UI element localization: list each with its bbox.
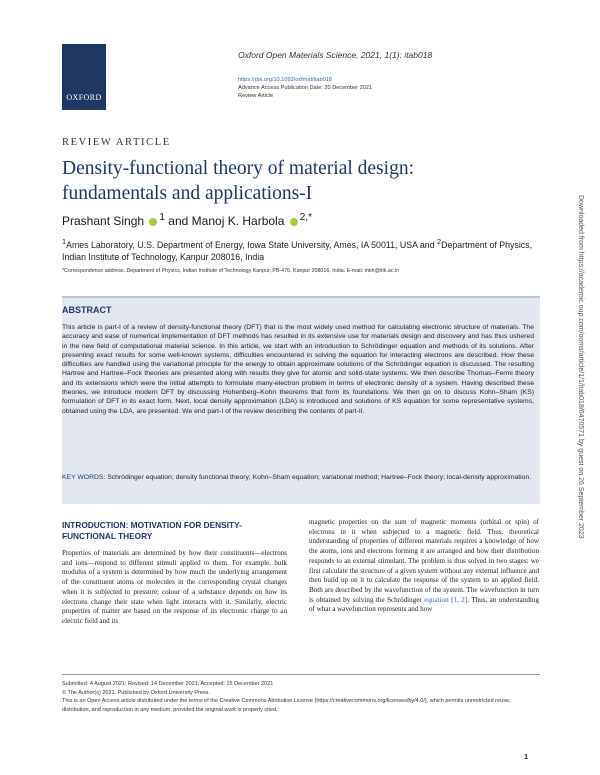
doi-link[interactable]: https://doi.org/10.1093/oxfmat/itab018 (238, 77, 332, 83)
citation-link[interactable]: equation [1, 2] (424, 595, 468, 604)
affiliations (62, 236, 542, 264)
submission-dates: Submitted: 4 August 2021; Revised: 14 December 2021; Accepted: 15 December 2021 (62, 681, 274, 687)
keywords (62, 473, 534, 482)
copyright: © The Author(s) 2021. Published by Oxford University Press. (62, 689, 210, 696)
section-label: REVIEW ARTICLE (62, 137, 171, 148)
orcid-icon[interactable] (290, 218, 298, 226)
advance-access: Advance Access Publication Date: 20 December 2021 (238, 85, 373, 91)
author-sup: 1 (159, 212, 165, 223)
body-right-column (309, 518, 539, 615)
logo-text: OXFORD (66, 93, 102, 102)
body-text: magnetic properties on the sum of magnetic moments (orbital or spin) of electrons in it when subjected to a magnetic field. Thus, theoretical understanding of properties of different materials requires a knowledge of how the atoms, ions and electrons forming it are arranged and how their distribution responds to an external stimulant. The problem is thus solved in two stages: we first calculate the structure of a given system without any external influence and then build up on it to calculate the response of the system to an applied field. Both are described by the wavefunction of the system. The wavefunction in turn is obtained by solving the Schrödinger (309, 518, 539, 604)
abstract-heading: ABSTRACT (62, 305, 112, 315)
journal-meta (238, 50, 538, 99)
author-list (62, 212, 312, 228)
page-number: 1 (524, 754, 528, 761)
section-heading: INTRODUCTION: MOTIVATION FOR DENSITY-FUNCTIONAL THEORY (62, 520, 242, 541)
oxford-logo (62, 44, 106, 110)
footer (62, 680, 540, 714)
affiliation-2: Department of Physics, Indian Institute of Technology, Kanpur 208016, India (62, 239, 533, 263)
keywords-label: KEY WORDS: (62, 474, 106, 481)
license-text: This is an Open Access article distributed under the terms of the Creative Commons Attribution License (https://creativecommons.org/licenses/by/4.0/), which permits unrestricted reuse, distribution, and reproduction in any medium, provided the original work is properly cited. (62, 698, 511, 713)
article-type: Review Article (238, 93, 274, 99)
journal-citation: Oxford Open Materials Science, 2021, 1(1): itab018 (238, 50, 433, 60)
orcid-icon[interactable] (149, 218, 157, 226)
keywords-text: Schrödinger equation; density functional theory; Kohn–Sham equation; variational method; Hartree–Fock theory; local-density approximation. (105, 474, 532, 481)
abstract-box (62, 296, 540, 504)
body-text: . Thus, an understanding of what a wavefunction represents and how (309, 595, 539, 614)
author-sup: 2,* (299, 212, 312, 223)
author-and: and (164, 214, 192, 228)
body-left-column: Properties of materials are determined by how their constituents—electrons and ions—respond to different stimuli applied to them. For example, bulk modulus of a system is determined by how much the underlying arrangement of the constituent atoms or molecules in the corresponding crystal changes when it is subjected to pressure; colour of a substance depends on how its electrons change their state when light interacts with it. Similarly, electric properties of matter are based on the response of its electronic charge to an electric field and its (62, 549, 287, 625)
author-name: Manoj K. Harbola (191, 214, 285, 228)
author-name: Prashant Singh (62, 214, 145, 228)
affil-sup: 1 (62, 237, 67, 246)
footer-divider (62, 674, 540, 675)
correspondence: *Correspondence address. Department of Physics, Indian Institute of Technology Kanpur, PB-476, Kanpur 208016, India. E-mail: mkh@iitk.ac.in (62, 268, 400, 274)
affil-sup: 2 (437, 237, 442, 246)
download-note: Downloaded from https://academic.oup.com/ooms/article/1/1/itab018/6470571 by guest on 26 September 2023 (577, 195, 584, 539)
article-title: Density-functional theory of material design: fundamentals and applications-I (62, 158, 414, 204)
affiliation-1: Ames Laboratory, U.S. Department of Energy, Iowa State University, Ames, IA 50011, USA and (66, 239, 438, 250)
abstract-text: This article is part-I of a review of density-functional theory (DFT) that is the most widely used method for calculating electronic structure of materials. The accuracy and ease of numerical implementation of DFT methods has resulted in its extensive use for materials design and discovery and has thus ushered in the new field of computational material science. In this article, we start with an introduction to Schrödinger equation and methods of its solutions. After presenting exact results for some well-known systems, difficulties encountered in solving the equation for interacting electrons are described. How these difficulties are handled using the variational principle for the energy to obtain approximate solutions of the Schrödinger equation is discussed. The resulting Hartree and Hartree–Fock theories are presented along with results they give for atomic and solid-state systems. We then describe Thomas–Fermi theory and its extensions which were the initial attempts to formulate many-electron problem in terms of electronic density of a system. Having described these theories, we introduce modern DFT by discussing Hohenberg–Kohn theorems that form its foundations. We then go on to discuss Kohn–Sham (KS) formulation of DFT in its exact form. Next, local density approximation (LDA) is introduced and solutions of KS equation for some representative systems, obtained using the LDA, are presented. We end part-I of the review describing the contents of part-II. (62, 324, 534, 415)
